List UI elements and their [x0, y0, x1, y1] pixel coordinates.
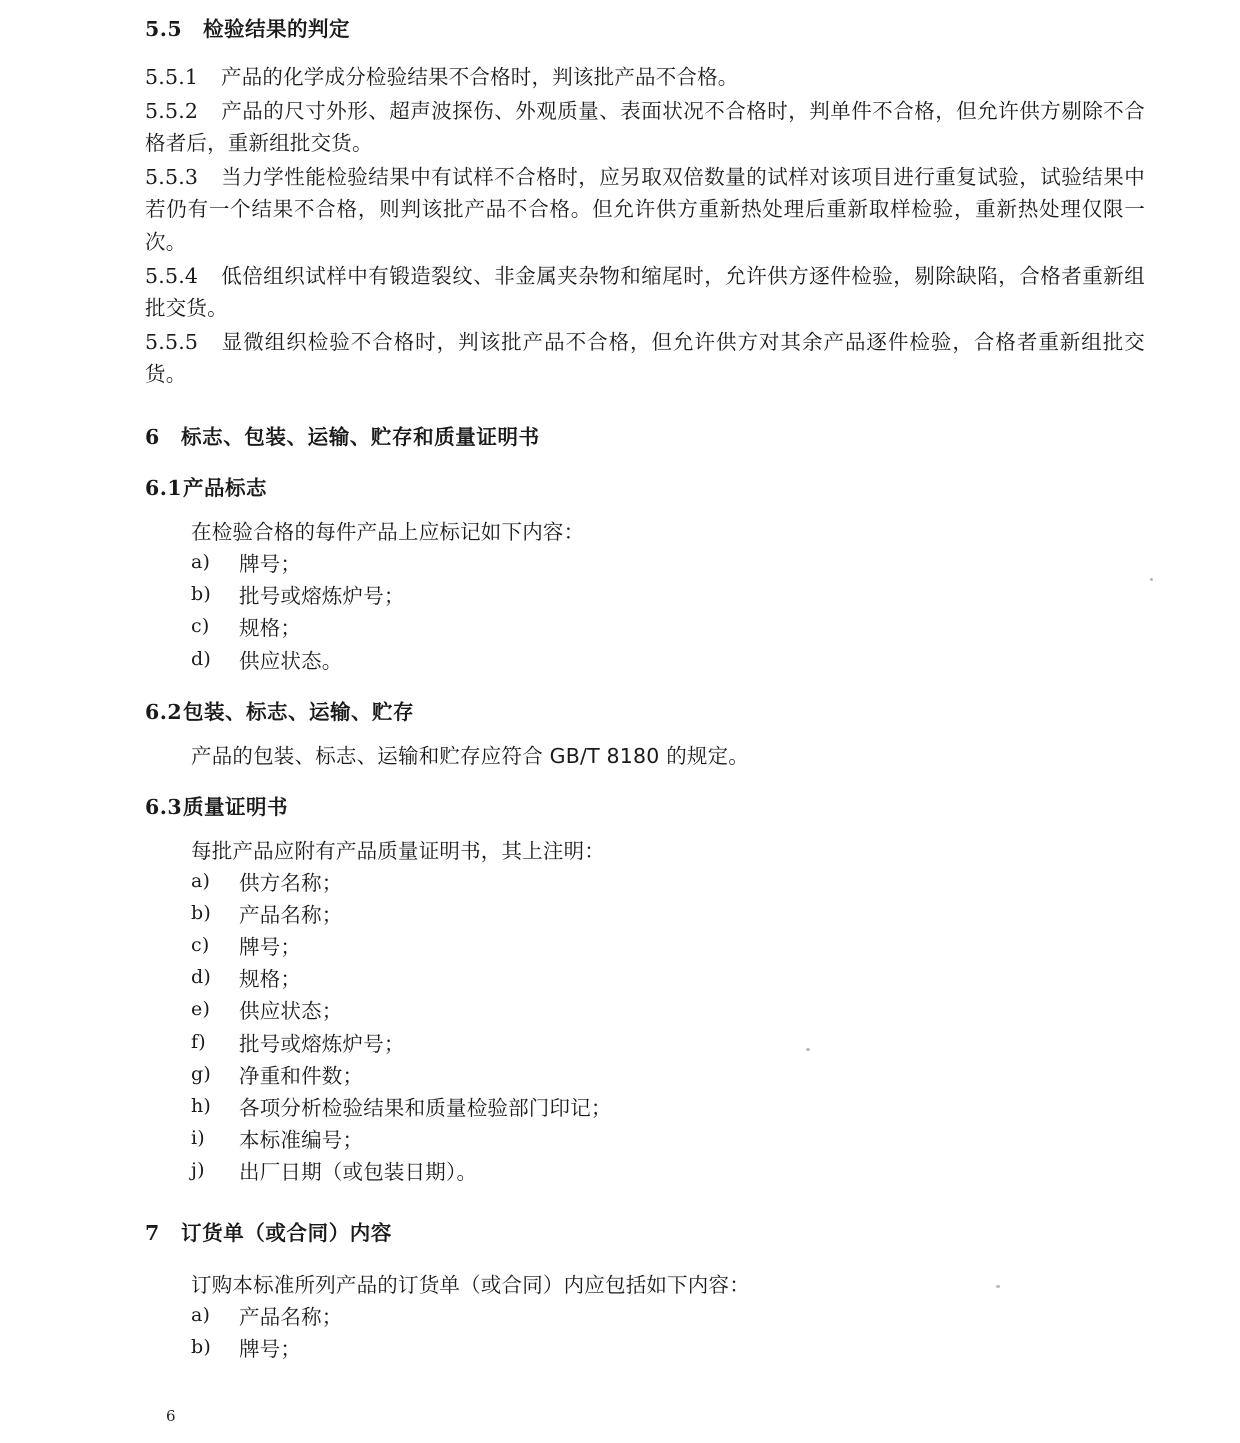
spacer [145, 453, 1145, 473]
list-marker: a) [191, 869, 211, 892]
list-item-text: 供方名称； [239, 870, 343, 895]
list-item [191, 931, 1145, 963]
section-number-6-2: 6.2 [145, 699, 183, 724]
section-title-5-5: 检验结果的判定 [203, 17, 350, 41]
spacer [145, 728, 1145, 740]
list-item [191, 612, 1145, 644]
item-list-6-3 [145, 867, 1145, 1189]
spacer [145, 677, 1145, 697]
list-item-text: 产品名称； [239, 1305, 343, 1330]
spacer [145, 392, 1145, 422]
list-marker: b) [191, 1336, 211, 1359]
list-marker: h) [191, 1094, 212, 1117]
spacer [145, 1188, 1145, 1218]
spacer [145, 772, 1145, 792]
section-number-6-1: 6.1 [145, 476, 183, 501]
section-title-6-2: 包装、标志、运输、贮存 [183, 699, 414, 724]
section-title-6-3: 质量证明书 [183, 794, 288, 819]
list-item-text: 出厂日期（或包装日期）。 [239, 1160, 478, 1185]
list-marker: f) [191, 1030, 206, 1053]
spacer [145, 823, 1145, 835]
list-item [191, 580, 1145, 612]
section-heading-5-5 [145, 14, 1145, 45]
list-marker: b) [191, 901, 211, 924]
list-marker: g) [191, 1062, 211, 1085]
list-marker: i) [191, 1127, 205, 1150]
list-item [191, 645, 1145, 677]
list-item [191, 548, 1145, 580]
list-item [191, 1060, 1145, 1092]
clause-number-5-5-3: 5.5.3 [145, 165, 199, 190]
item-list-7 [145, 1301, 1145, 1365]
chapter-number-6: 6 [145, 425, 160, 450]
clause-5-5-1 [145, 61, 1145, 93]
list-item [191, 867, 1145, 899]
list-item-text: 本标准编号； [239, 1128, 364, 1153]
list-item [191, 1028, 1145, 1060]
list-marker: c) [191, 934, 210, 957]
list-marker: b) [191, 583, 211, 606]
list-item-text: 批号或熔炼炉号； [239, 1031, 405, 1056]
list-item-text: 批号或熔炼炉号； [239, 584, 405, 609]
lead-text-7: 订购本标准所列产品的订货单（或合同）内应包括如下内容： [191, 1273, 750, 1298]
page-speck [806, 1048, 810, 1051]
lead-text-6-3: 每批产品应附有产品质量证明书，其上注明： [191, 838, 605, 863]
clause-text-5-5-1: 产品的化学成分检验结果不合格时，判该批产品不合格。 [221, 64, 739, 89]
list-marker: c) [191, 615, 210, 638]
clause-number-5-5-5: 5.5.5 [145, 330, 199, 355]
chapter-heading-7 [145, 1218, 1145, 1249]
list-marker: d) [191, 966, 211, 989]
page-number: 6 [166, 1407, 176, 1425]
list-marker: d) [191, 647, 211, 670]
list-item-text: 牌号； [239, 552, 302, 577]
clause-text-5-5-5: 显微组织检验不合格时，判该批产品不合格，但允许供方对其余产品逐件检验，合格者重新组批交货。 [145, 330, 1145, 387]
chapter-number-7: 7 [145, 1221, 160, 1246]
list-item-text: 规格； [239, 616, 302, 641]
list-item-text: 各项分析检验结果和质量检验部门印记； [239, 1095, 612, 1120]
list-item-text: 牌号； [239, 935, 302, 960]
section-heading-6-1 [145, 473, 1145, 504]
spacer [145, 504, 1145, 516]
clause-text-5-5-3: 当力学性能检验结果中有试样不合格时，应另取双倍数量的试样对该项目进行重复试验，试验结果中若仍有一个结果不合格，则判该批产品不合格。但允许供方重新热处理后重新取样检验，重新热处理仅限一次。 [145, 165, 1145, 254]
list-item-text: 规格； [239, 967, 302, 992]
list-item-text: 供应状态； [239, 999, 343, 1024]
section-number-5-5: 5.5 [145, 17, 183, 41]
section-heading-6-2 [145, 697, 1145, 728]
item-list-6-1 [145, 548, 1145, 677]
list-marker: j) [191, 1159, 205, 1182]
list-item [191, 1301, 1145, 1333]
lead-text-6-2: 产品的包装、标志、运输和贮存应符合 GB/T 8180 的规定。 [191, 743, 749, 768]
list-item [191, 899, 1145, 931]
section-title-6-1: 产品标志 [183, 476, 267, 501]
clause-5-5-5 [145, 326, 1145, 390]
list-marker: e) [191, 998, 211, 1021]
clause-text-5-5-4: 低倍组织试样中有锻造裂纹、非金属夹杂物和缩尾时，允许供方逐件检验，剔除缺陷，合格者重新组批交货。 [145, 263, 1145, 320]
section-heading-6-3 [145, 792, 1145, 823]
list-item-text: 产品名称； [239, 902, 343, 927]
list-item [191, 1333, 1145, 1365]
list-marker: a) [191, 551, 211, 574]
clause-5-5-3 [145, 161, 1145, 258]
page-speck [1150, 578, 1153, 581]
list-item [191, 995, 1145, 1027]
clause-text-5-5-2: 产品的尺寸外形、超声波探伤、外观质量、表面状况不合格时，判单件不合格，但允许供方剔除不合格者后，重新组批交货。 [145, 98, 1145, 156]
clause-5-5-4 [145, 260, 1145, 324]
chapter-heading-6 [145, 422, 1145, 453]
clause-number-5-5-4: 5.5.4 [145, 263, 199, 288]
clause-5-5-2 [145, 95, 1145, 159]
chapter-title-6: 标志、包装、运输、贮存和质量证明书 [181, 425, 540, 450]
list-item [191, 963, 1145, 995]
lead-text-6-1: 在检验合格的每件产品上应标记如下内容： [191, 519, 585, 544]
list-item [191, 1156, 1145, 1188]
spacer [145, 1249, 1145, 1269]
page-speck [996, 1285, 1000, 1288]
list-item [191, 1124, 1145, 1156]
clause-number-5-5-2: 5.5.2 [145, 98, 199, 123]
list-item-text: 供应状态。 [239, 648, 343, 673]
list-marker: a) [191, 1304, 211, 1327]
clause-number-5-5-1: 5.5.1 [145, 64, 199, 89]
list-item-text: 牌号； [239, 1337, 302, 1362]
list-item-text: 净重和件数； [239, 1063, 364, 1088]
list-item [191, 1092, 1145, 1124]
chapter-title-7: 订货单（或合同）内容 [181, 1221, 392, 1246]
section-number-6-3: 6.3 [145, 794, 183, 819]
